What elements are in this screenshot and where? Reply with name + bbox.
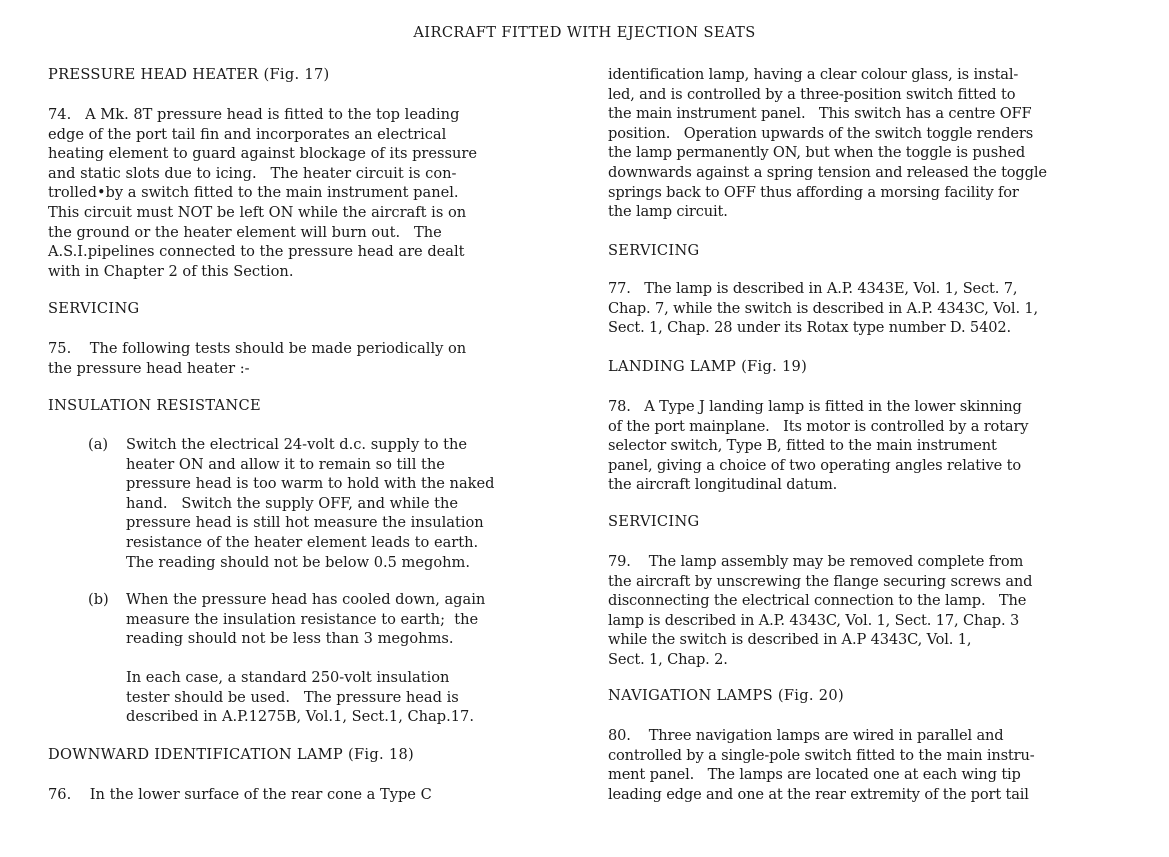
paragraph-line: reading should not be less than 3 megohms. [126, 630, 454, 648]
heading-pressure-head-heater: PRESSURE HEAD HEATER (Fig. 17) [48, 66, 330, 83]
paragraph-line: with in Chapter 2 of this Section. [48, 262, 294, 280]
paragraph-line: 75. The following tests should be made periodically on [48, 340, 467, 357]
paragraph-line: pressure head is too warm to hold with the naked [126, 475, 495, 493]
page-title: AIRCRAFT FITTED WITH EJECTION SEATS [413, 24, 756, 41]
paragraph-line: of the port mainplane. Its motor is controlled by a rotary [608, 417, 1029, 435]
paragraph-line: position. Operation upwards of the switch toggle renders [608, 124, 1034, 142]
paragraph-76 [48, 785, 563, 805]
paragraph-line: the ground or the heater element will burn out. The [48, 223, 442, 241]
paragraph-line: A.S.I.pipelines connected to the pressure head are dealt [48, 243, 465, 261]
paragraph-line: leading edge and one at the rear extremity of the port tail [608, 785, 1029, 803]
paragraph-line: 79. The lamp assembly may be removed complete from [608, 553, 1024, 570]
paragraph-line: heating element to guard against blockage of its pressure [48, 145, 478, 163]
paragraph-line: the aircraft longitudinal datum. [608, 476, 838, 494]
paragraph-line: the pressure head heater :- [48, 359, 250, 377]
paragraph-line: disconnecting the electrical connection to the lamp. The [608, 592, 1027, 610]
paragraph-79 [608, 552, 1133, 670]
paragraph-line: trolled•by a switch fitted to the main instrument panel. [48, 184, 459, 202]
paragraph-line: downwards against a spring tension and released the toggle [608, 163, 1047, 181]
paragraph-line: When the pressure head has cooled down, again [126, 591, 486, 608]
paragraph-line: Switch the electrical 24-volt d.c. supply to the [126, 436, 468, 453]
heading-servicing: SERVICING [608, 242, 700, 259]
paragraph-line: the main instrument panel. This switch has a centre OFF [608, 105, 1032, 123]
paragraph-line: springs back to OFF thus affording a morsing facility for [608, 183, 1019, 201]
paragraph-78 [608, 397, 1133, 495]
paragraph-line: panel, giving a choice of two operating angles relative to [608, 456, 1021, 474]
paragraph-line: 80. Three navigation lamps are wired in parallel and [608, 727, 1004, 744]
paragraph-80 [608, 726, 1133, 804]
paragraph-line: This circuit must NOT be left ON while the aircraft is on [48, 203, 467, 221]
paragraph-line: resistance of the heater element leads to earth. [126, 533, 479, 551]
paragraph-line: the lamp permanently ON, but when the toggle is pushed [608, 144, 1026, 162]
sub-item-b [48, 590, 566, 649]
paragraph-line: the lamp circuit. [608, 203, 728, 221]
paragraph-line: led, and is controlled by a three-position switch fitted to [608, 85, 1016, 103]
heading-servicing: SERVICING [608, 513, 700, 530]
paragraph-76-continued [608, 65, 1133, 222]
paragraph-74 [48, 105, 563, 281]
heading-navigation-lamps: NAVIGATION LAMPS (Fig. 20) [608, 687, 844, 704]
paragraph-line: ment panel. The lamps are located one at each wing tip [608, 766, 1021, 784]
paragraph-line: Sect. 1, Chap. 2. [608, 650, 728, 668]
paragraph-line: heater ON and allow it to remain so till the [126, 455, 445, 473]
paragraph-line: controlled by a single-pole switch fitted to the main instru- [608, 746, 1035, 764]
paragraph-line: lamp is described in A.P. 4343C, Vol. 1, Sect. 17, Chap. 3 [608, 611, 1020, 629]
sub-item-marker: (b) [88, 591, 109, 608]
paragraph-line: hand. Switch the supply OFF, and while the [126, 494, 458, 512]
paragraph-line: measure the insulation resistance to earth; the [126, 610, 479, 628]
paragraph-line: pressure head is still hot measure the insulation [126, 514, 484, 532]
paragraph-line: edge of the port tail fin and incorporates an electrical [48, 125, 447, 143]
paragraph-line: while the switch is described in A.P 4343C, Vol. 1, [608, 631, 972, 649]
heading-landing-lamp: LANDING LAMP (Fig. 19) [608, 358, 808, 375]
sub-item-a [48, 435, 566, 572]
heading-servicing: SERVICING [48, 300, 140, 317]
paragraph-line: tester should be used. The pressure head is [126, 688, 459, 706]
paragraph-line: the aircraft by unscrewing the flange securing screws and [608, 572, 1033, 590]
heading-insulation-resistance: INSULATION RESISTANCE [48, 397, 261, 414]
heading-downward-identification-lamp: DOWNWARD IDENTIFICATION LAMP (Fig. 18) [48, 746, 415, 763]
paragraph-line: Chap. 7, while the switch is described in A.P. 4343C, Vol. 1, [608, 299, 1039, 317]
paragraph-line: 76. In the lower surface of the rear cone a Type C [48, 786, 432, 803]
sub-item-note [48, 668, 566, 727]
paragraph-line: 78. A Type J landing lamp is fitted in the lower skinning [608, 398, 1022, 415]
paragraph-line: Sect. 1, Chap. 28 under its Rotax type number D. 5402. [608, 319, 1011, 337]
paragraph-75 [48, 339, 563, 378]
paragraph-line: In each case, a standard 250-volt insulation [126, 669, 450, 686]
sub-item-marker: (a) [88, 436, 109, 453]
paragraph-77 [608, 279, 1133, 338]
paragraph-line: identification lamp, having a clear colour glass, is instal- [608, 66, 1019, 83]
paragraph-line: and static slots due to icing. The heater circuit is con- [48, 164, 457, 182]
paragraph-line: 74. A Mk. 8T pressure head is fitted to the top leading [48, 106, 460, 123]
paragraph-line: 77. The lamp is described in A.P. 4343E, Vol. 1, Sect. 7, [608, 280, 1018, 297]
paragraph-line: selector switch, Type B, fitted to the main instrument [608, 437, 997, 455]
paragraph-line: described in A.P.1275B, Vol.1, Sect.1, Chap.17. [126, 708, 474, 726]
paragraph-line: The reading should not be below 0.5 megohm. [126, 553, 471, 571]
